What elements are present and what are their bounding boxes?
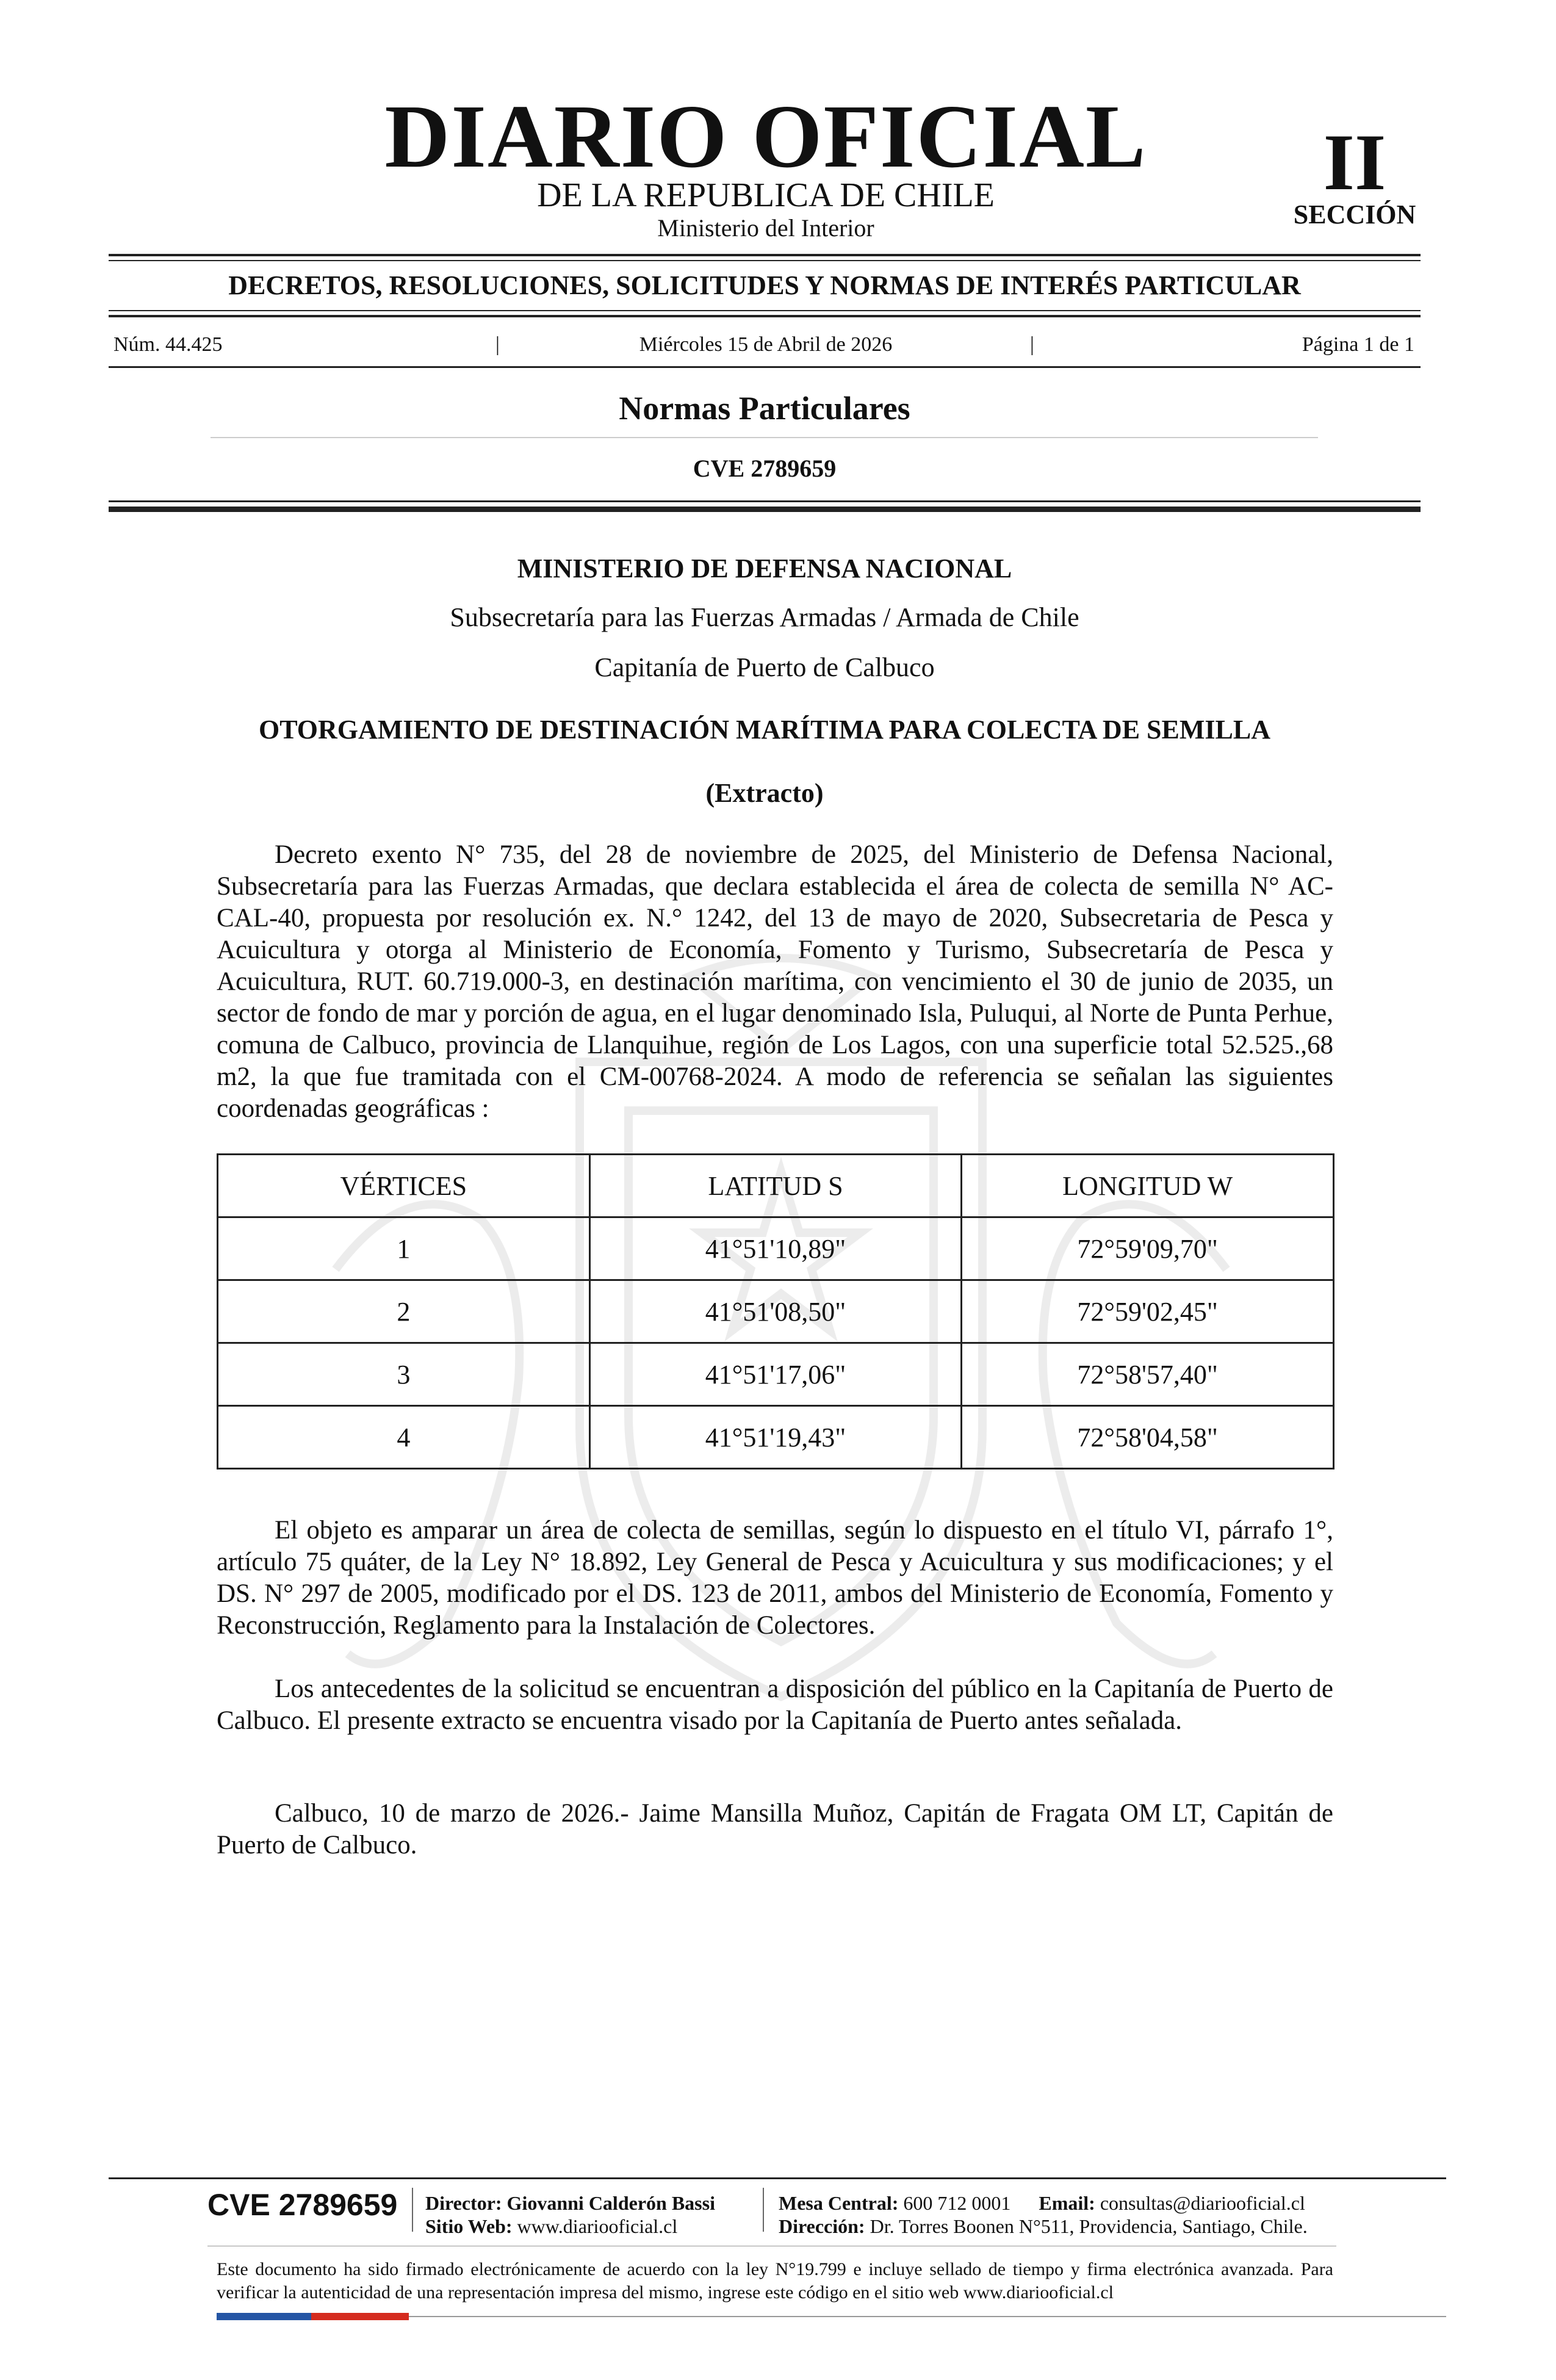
page-indicator: Página 1 de 1 <box>1302 333 1414 356</box>
table-cell: 72°58'57,40" <box>962 1343 1334 1406</box>
banner-rule-1 <box>109 310 1421 311</box>
footer-cve-code: CVE 2789659 <box>207 2188 398 2222</box>
footer-director-label: Director: <box>425 2192 502 2214</box>
footer-email-link[interactable]: consultas@diariooficial.cl <box>1100 2192 1305 2214</box>
issue-number: Núm. 44.425 <box>113 333 223 356</box>
table-cell: 41°51'08,50" <box>589 1280 962 1343</box>
info-separator-1: | <box>495 333 500 356</box>
info-rule <box>109 366 1421 368</box>
newspaper-subtitle: DE LA REPUBLICA DE CHILE <box>537 176 995 214</box>
table-cell: 4 <box>218 1406 590 1469</box>
table-row <box>218 1280 1334 1343</box>
extract-label: (Extracto) <box>705 778 824 808</box>
table-cell: 41°51'17,06" <box>589 1343 962 1406</box>
footer-address-label: Dirección: <box>779 2215 865 2237</box>
table-header-cell: LONGITUD W <box>962 1155 1334 1217</box>
table-row <box>218 1343 1334 1406</box>
body-paragraph-1: Decreto exento N° 735, del 28 de noviembre de 2025, del Ministerio de Defensa Nacional, Subsecretaría para las Fuerzas Armadas, que declara establecida el área de colecta de semilla N° AC-CAL-40, propuesta por resolución ex. N.° 1242, del 13 de mayo de 2020, Subsecretaria de Pesca y Acuicultura y otorga al Ministerio de Economía, Fomento y Turismo, Subsecretaría de Pesca y Acuicultura, RUT. 60.719.000-3, en destinación marítima, con vencimiento el 30 de junio de 2035, un sector de fondo de mar y porción de agua, en el lugar denominado Isla, Puluqui, al Norte de Punta Perhue, comuna de Calbuco, provincia de Llanquihue, región de Los Lagos, con una superficie total 52.525.,68 m2, la que fue tramitada con el CM-00768-2024. A modo de referencia se señalan las siguientes coordenadas geográficas : <box>217 840 1333 1123</box>
footer-director-value: Giovanni Calderón Bassi <box>506 2192 715 2214</box>
footer-email-label: Email: <box>1039 2192 1095 2214</box>
footer-address <box>779 2216 1308 2236</box>
table-cell: 72°59'09,70" <box>962 1217 1334 1280</box>
footer-director <box>425 2193 715 2213</box>
table-cell: 41°51'19,43" <box>589 1406 962 1469</box>
section-label: SECCIÓN <box>1293 200 1416 229</box>
document-heading: OTORGAMIENTO DE DESTINACIÓN MARÍTIMA PARA COLECTA DE SEMILLA <box>259 715 1270 745</box>
flag-stripe-blue <box>217 2313 311 2320</box>
section-number: II <box>1323 117 1386 207</box>
issue-date: Miércoles 15 de Abril de 2026 <box>639 333 893 356</box>
table-cell: 41°51'10,89" <box>589 1217 962 1280</box>
footer-mesa-value: 600 712 0001 <box>903 2192 1011 2214</box>
footer-rule <box>109 2177 1446 2179</box>
table-cell: 2 <box>218 1280 590 1343</box>
table-header-cell: VÉRTICES <box>218 1155 590 1217</box>
section-banner: DECRETOS, RESOLUCIONES, SOLICITUDES Y NORMAS DE INTERÉS PARTICULAR <box>228 270 1301 300</box>
section-title-underline <box>211 437 1318 438</box>
section-title: Normas Particulares <box>619 390 910 427</box>
cve-rule-2 <box>109 507 1421 512</box>
issuing-ministry: MINISTERIO DE DEFENSA NACIONAL <box>517 554 1012 583</box>
newspaper-title: DIARIO OFICIAL <box>384 87 1147 187</box>
body-paragraph-3: Los antecedentes de la solicitud se encuentran a disposición del público en la Capitanía de Puerto de Calbuco. El presente extracto se encuentra visado por la Capitanía de Puerto antes señalada. <box>217 1675 1333 1735</box>
subsecretaria: Subsecretaría para las Fuerzas Armadas / Armada de Chile <box>450 602 1079 632</box>
footer-separator-2 <box>763 2188 764 2232</box>
coordinates-table <box>217 1153 1334 1469</box>
footer-separator-1 <box>412 2188 413 2232</box>
cve-code: CVE 2789659 <box>693 455 837 482</box>
table-cell: 3 <box>218 1343 590 1406</box>
footer-bottom-rule <box>409 2316 1446 2317</box>
masthead-rule-1 <box>109 254 1421 256</box>
footer-website <box>425 2216 677 2236</box>
capitania: Capitanía de Puerto de Calbuco <box>594 652 935 682</box>
footer-mesa-label: Mesa Central: <box>779 2192 899 2214</box>
masthead-rule-2 <box>109 260 1421 261</box>
table-header-row <box>218 1155 1334 1217</box>
footer-legal-note: Este documento ha sido firmado electrónicamente de acuerdo con la ley N°19.799 e incluye sellado de tiempo y firma electrónica avanzada. Para verificar la autenticidad de una representación impresa del mismo, ingrese este código en el sitio web www.diariooficial.cl <box>217 2259 1333 2302</box>
body-paragraph-2: El objeto es amparar un área de colecta de semillas, según lo dispuesto en el título VI, párrafo 1°, artículo 75 quáter, de la Ley N° 18.892, Ley General de Pesca y Acuicultura y sus modificaciones; y el DS. N° 297 de 2005, modificado por el DS. 123 de 2011, ambos del Ministerio de Economía, Fomento y Reconstrucción, Reglamento para la Instalación de Colectores. <box>217 1516 1333 1640</box>
publisher-ministry: Ministerio del Interior <box>657 214 874 242</box>
table-row <box>218 1217 1334 1280</box>
footer-address-value: Dr. Torres Boonen N°511, Providencia, Santiago, Chile. <box>870 2215 1308 2237</box>
table-cell: 72°59'02,45" <box>962 1280 1334 1343</box>
table-row <box>218 1406 1334 1469</box>
table-header-cell: LATITUD S <box>589 1155 962 1217</box>
signature-paragraph: Calbuco, 10 de marzo de 2026.- Jaime Mansilla Muñoz, Capitán de Fragata OM LT, Capitán de Puerto de Calbuco. <box>217 1799 1333 1859</box>
flag-stripe-red <box>311 2313 409 2320</box>
banner-rule-2 <box>109 315 1421 317</box>
table-cell: 72°58'04,58" <box>962 1406 1334 1469</box>
footer-website-link[interactable]: www.diariooficial.cl <box>517 2215 678 2237</box>
info-separator-2: | <box>1030 333 1034 356</box>
cve-rule-1 <box>109 500 1421 502</box>
table-cell: 1 <box>218 1217 590 1280</box>
footer-mesa-central <box>779 2193 1305 2213</box>
footer-website-label: Sitio Web: <box>425 2215 513 2237</box>
